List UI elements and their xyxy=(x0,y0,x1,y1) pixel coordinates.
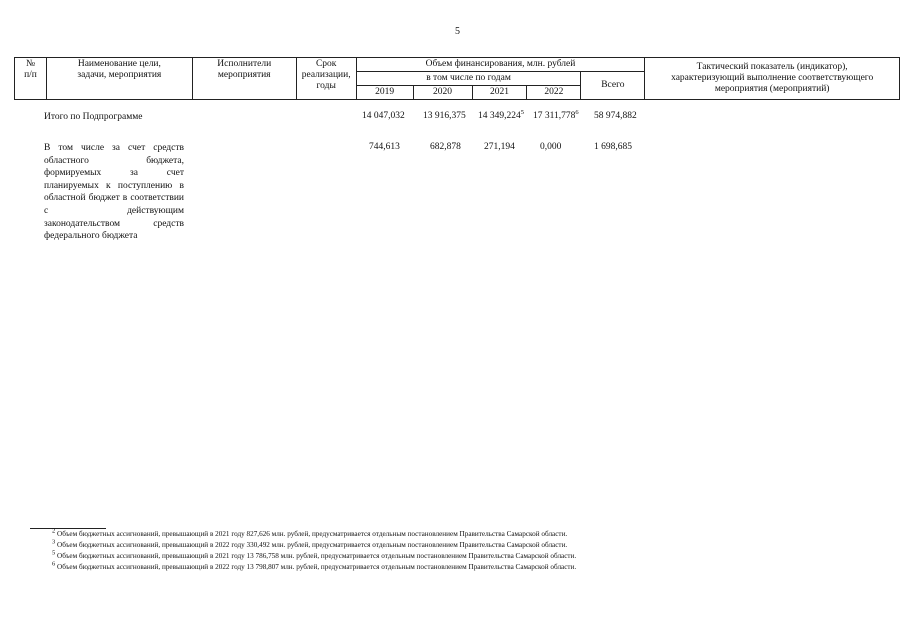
header-col-financing: Объем финансирования, млн. рублей xyxy=(356,58,645,72)
footnote: $^6$ Объем бюджетных ассигнований, превышающий в 2022 году 13 798,807 млн. рублей, предусматривается отдельным постановлением Правительства Самарской области. xyxy=(52,560,577,571)
footnote-separator xyxy=(30,528,106,529)
header-col-no: № п/п xyxy=(15,58,47,100)
footnote: $^3$ Объем бюджетных ассигнований, превышающий в 2022 году 330,492 млн. рублей, предусматривается отдельным постановлением Правительства Самарской области. xyxy=(52,538,568,549)
row-federal-2022: 0,000 xyxy=(540,142,562,152)
row-federal-2021: 271,194 xyxy=(484,142,515,152)
header-col-name: Наименование цели, задачи, мероприятия xyxy=(46,58,192,100)
header-col-total: Всего xyxy=(581,72,645,100)
row-total-2021: 14 349,224$^5$ xyxy=(478,108,524,121)
header-col-term: Срок реализации, годы xyxy=(296,58,356,100)
header-year: 2020 xyxy=(413,86,472,100)
row-total-2020: 13 916,375 xyxy=(423,111,466,121)
row-total-label: Итого по Подпрограмме xyxy=(44,112,143,122)
header-col-executors: Исполнители мероприятия xyxy=(192,58,296,100)
row-federal-label: В том числе за счет средств областного бюджета, формируемых за счет планируемых к поступлению в областной бюджет в соответствии с действующим законодательством средств федерального бюджета xyxy=(44,143,184,242)
footnote-ref: 5 xyxy=(520,108,524,116)
row-total-2019: 14 047,032 xyxy=(362,111,405,121)
page-number: 5 xyxy=(455,26,460,37)
header-year: 2022 xyxy=(527,86,581,100)
header-year: 2021 xyxy=(472,86,527,100)
footnote: $^5$ Объем бюджетных ассигнований, превышающий в 2021 году 13 786,758 млн. рублей, предусматривается отдельным постановлением Правительства Самарской области. xyxy=(52,549,577,560)
footnote: $^2$ Объем бюджетных ассигнований, превышающий в 2021 году 827,626 млн. рублей, предусматривается отдельным постановлением Правительства Самарской области. xyxy=(52,527,568,538)
row-federal-2019: 744,613 xyxy=(369,142,400,152)
header-col-indicator: Тактический показатель (индикатор), характеризующий выполнение соответствующего мероприятия (мероприятий) xyxy=(645,58,900,100)
table-header xyxy=(14,57,900,100)
header-year: 2019 xyxy=(356,86,413,100)
row-federal-sum: 1 698,685 xyxy=(594,142,632,152)
header-col-by-years: в том числе по годам xyxy=(356,72,581,86)
footnote-ref: 6 xyxy=(575,108,579,116)
row-federal-2020: 682,878 xyxy=(430,142,461,152)
row-total-sum: 58 974,882 xyxy=(594,111,637,121)
row-total-2022: 17 311,778$^6$ xyxy=(533,108,579,121)
